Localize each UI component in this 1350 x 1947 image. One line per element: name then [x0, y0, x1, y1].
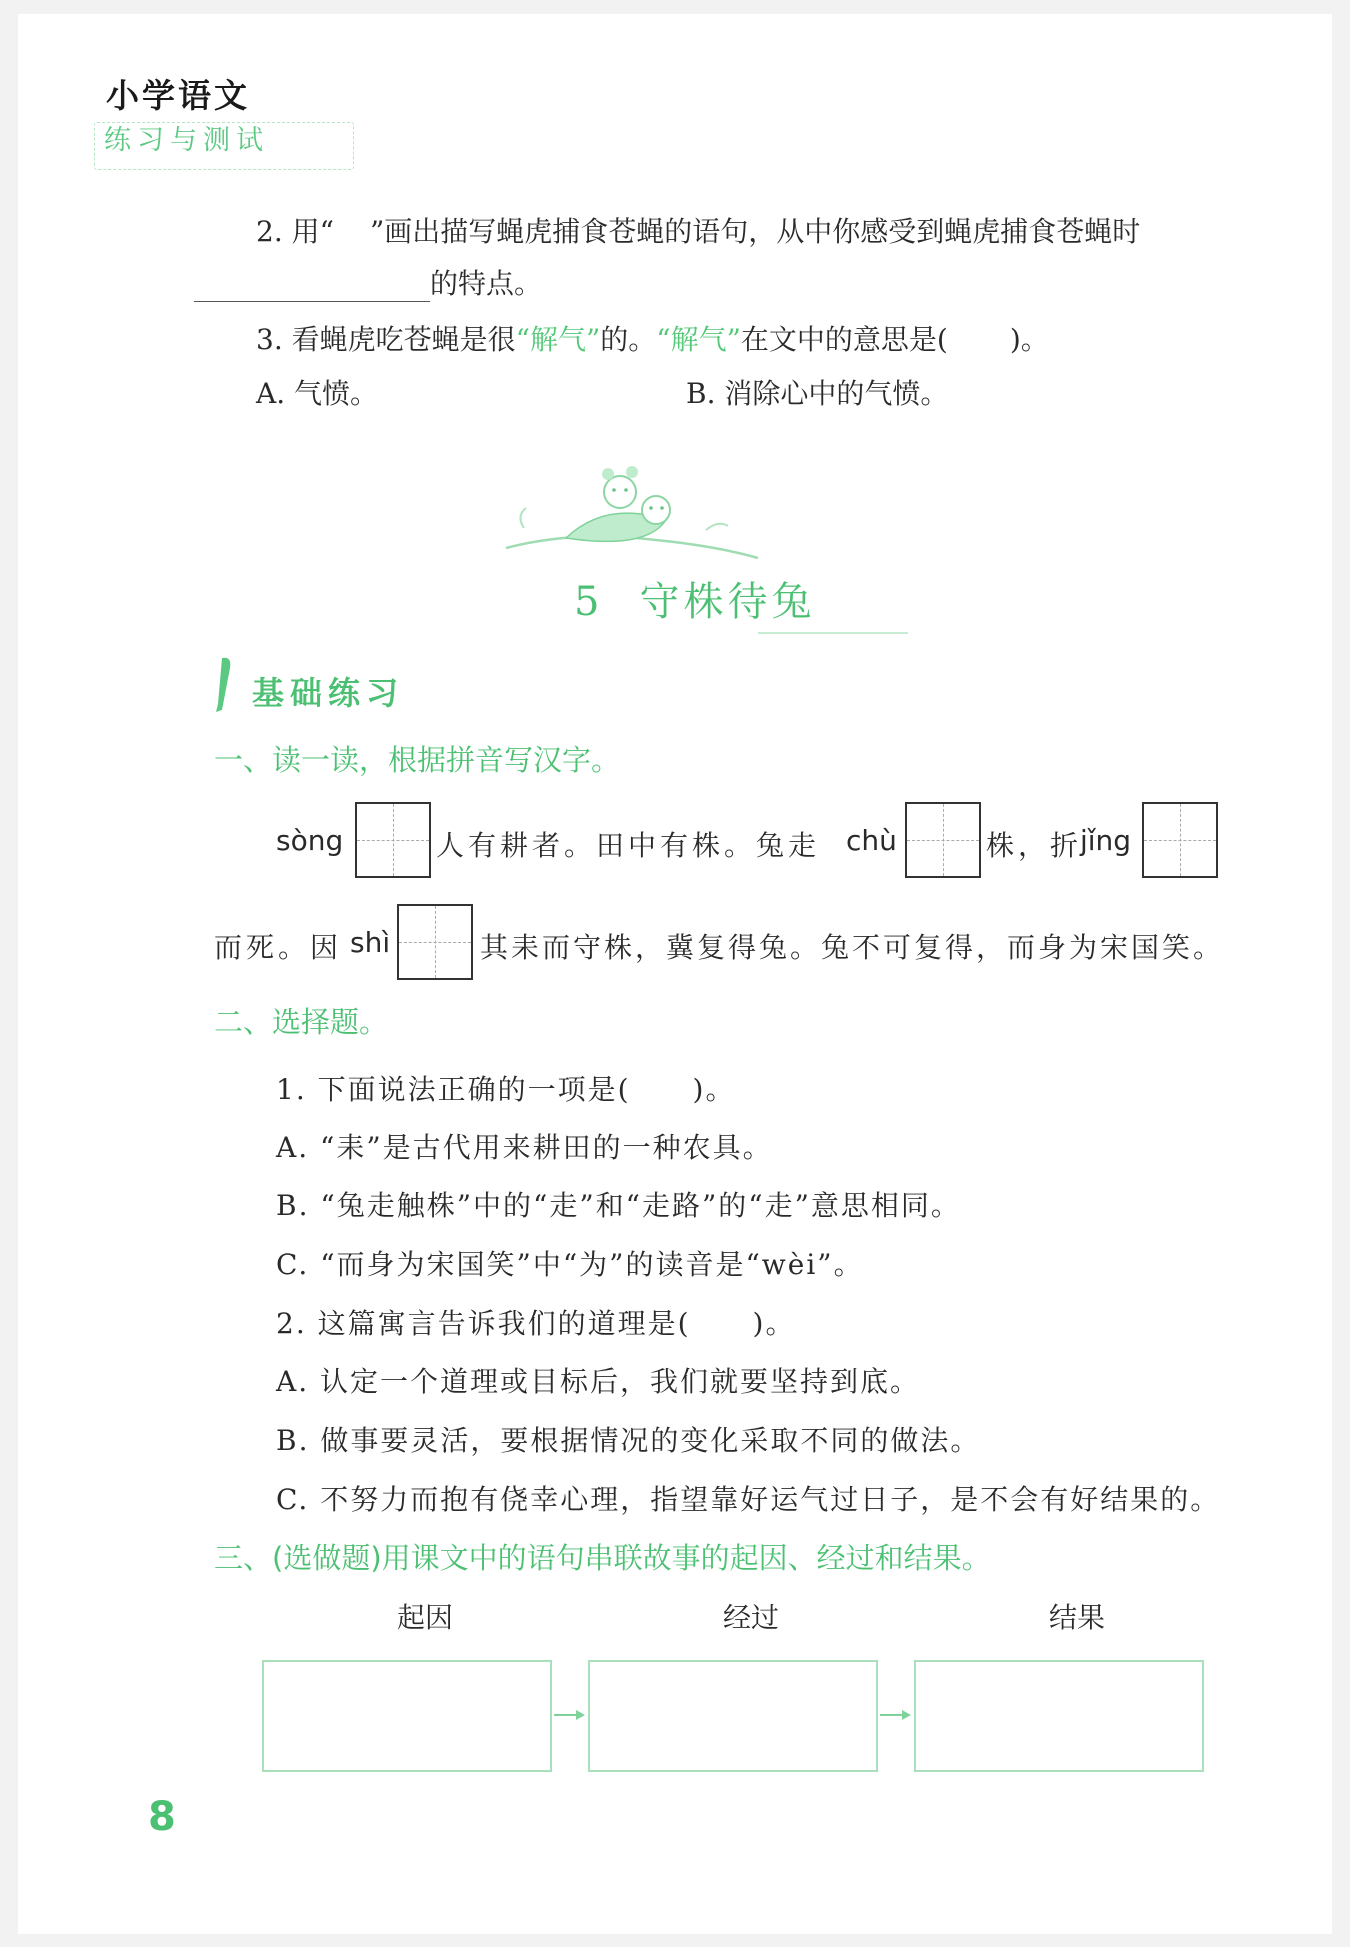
label-process: 经过 [722, 1601, 779, 1634]
passage-text-4: 其耒而守株，冀复得兔。兔不可复得，而身为宋国笑。 [480, 931, 1225, 964]
arrow-right-icon [880, 1705, 912, 1725]
pinyin-song: sòng [276, 824, 344, 857]
header-subtitle: 练习与测试 [104, 125, 269, 156]
prev-option-a: A. 气愤。 [256, 377, 379, 410]
result-answer-box[interactable] [914, 1660, 1204, 1772]
page-number: 8 [148, 1794, 176, 1840]
lesson-number: 5 [574, 579, 600, 625]
char-box-2[interactable] [905, 802, 981, 878]
char-box-3[interactable] [1142, 802, 1218, 878]
process-answer-box[interactable] [588, 1660, 878, 1772]
label-result: 结果 [1048, 1601, 1105, 1634]
char-box-1[interactable] [355, 802, 431, 878]
cause-answer-box[interactable] [262, 1660, 552, 1772]
children-leaf-illustration [496, 460, 766, 580]
question-1: 1. 下面说法正确的一项是( )。 [276, 1073, 736, 1106]
lesson-title [574, 570, 815, 627]
question-2: 2. 这篇寓言告诉我们的道理是( )。 [276, 1307, 796, 1340]
part2-heading: 二、选择题。 [214, 1005, 389, 1039]
arrow-right-icon [554, 1705, 586, 1725]
answer-blank-line[interactable] [194, 273, 430, 302]
passage-text-1: 人有耕者。田中有株。兔走 [436, 829, 821, 862]
q1-option-c: C. “而身为宋国笑”中“为”的读音是“wèi”。 [276, 1248, 864, 1281]
basic-practice-heading: 基础练习 [252, 674, 405, 712]
q1-option-a: A. “耒”是古代用来耕田的一种农具。 [276, 1131, 773, 1164]
prev-question-3: 3. 看蝇虎吃苍蝇是很“解气”的。“解气”在文中的意思是( )。 [256, 323, 1049, 356]
label-cause: 起因 [396, 1601, 453, 1634]
workbook-page [18, 14, 1332, 1934]
char-box-4[interactable] [397, 904, 473, 980]
pencil-icon [208, 654, 238, 716]
lesson-name: 守株待兔 [639, 579, 816, 625]
pinyin-chu: chù [846, 824, 897, 857]
pinyin-shi: shì [350, 926, 391, 959]
prev-question-2-line1: 2. 用“ ”画出描写蝇虎捕食苍蝇的语句，从中你感受到蝇虎捕食苍蝇时 [256, 215, 1141, 248]
part1-heading: 一、读一读，根据拼音写汉字。 [214, 743, 621, 777]
q2-option-c: C. 不努力而抱有侥幸心理，指望靠好运气过日子，是不会有好结果的。 [276, 1483, 1221, 1516]
pinyin-jing: jǐng [1080, 824, 1132, 857]
prev-option-b: B. 消除心中的气愤。 [686, 377, 949, 410]
q1-option-b: B. “兔走触株”中的“走”和“走路”的“走”意思相同。 [276, 1189, 961, 1222]
header-title: 小学语文 [106, 76, 250, 115]
prev-question-2-line2: 的特点。 [194, 262, 542, 302]
title-underline [758, 632, 908, 634]
part3-heading: 三、(选做题)用课文中的语句串联故事的起因、经过和结果。 [214, 1541, 991, 1575]
passage-text-3: 而死。因 [214, 931, 343, 964]
q2-option-b: B. 做事要灵活，要根据情况的变化采取不同的做法。 [276, 1424, 981, 1457]
q2-option-a: A. 认定一个道理或目标后，我们就要坚持到底。 [276, 1365, 921, 1398]
passage-text-2: 株，折 [986, 829, 1083, 862]
